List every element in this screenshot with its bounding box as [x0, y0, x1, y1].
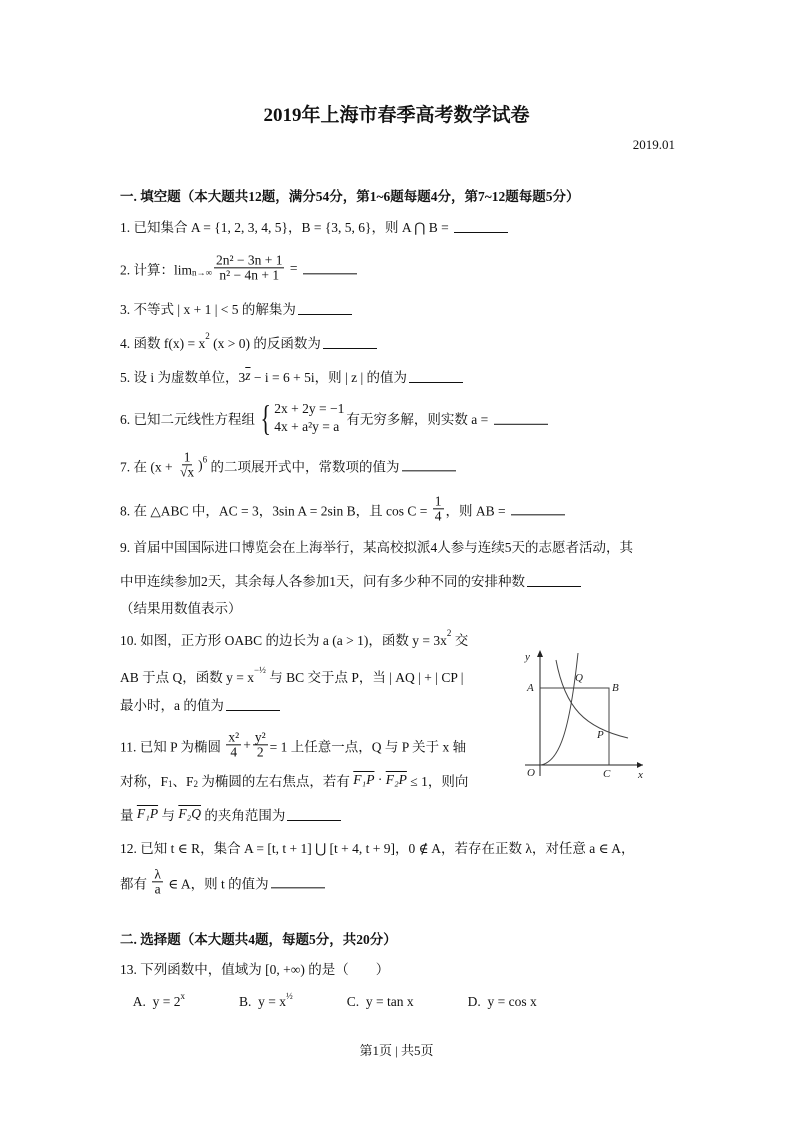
answer-blank[interactable]	[287, 808, 341, 821]
section-heading	[120, 185, 580, 205]
section-title: 一. 填空题（本大题共12题，满分54分，第1~6题每题4分，第7~12题每题5分）	[120, 189, 580, 204]
answer-blank[interactable]	[511, 503, 565, 516]
label-x: x	[638, 769, 643, 778]
problem-line	[120, 536, 633, 556]
text-segment: (x > 0) 的反函数为	[209, 336, 321, 351]
text-segment: （结果用数值表示）	[120, 601, 242, 616]
answer-blank[interactable]	[303, 262, 357, 275]
label-p: P	[597, 729, 604, 741]
denominator: a	[154, 881, 161, 897]
answer-blank[interactable]	[409, 370, 463, 383]
label-a: A	[527, 682, 534, 694]
text-segment: 7. 在 (x +	[120, 459, 176, 474]
square-function-figure	[515, 648, 650, 778]
subscript: 2	[193, 779, 199, 789]
text-segment: 的夹角范围为	[201, 808, 286, 823]
answer-blank[interactable]	[494, 412, 548, 425]
exam-date: 2019.01	[632, 137, 675, 152]
y-axis-arrow-icon	[537, 650, 543, 657]
text-segment: 为椭圆的左右焦点，若有	[198, 774, 354, 789]
supscript: 2	[205, 331, 210, 341]
vector-text: F₁P	[136, 806, 159, 821]
vector-text: $\overline{z}$	[245, 368, 251, 383]
answer-blank[interactable]	[527, 574, 581, 587]
text-segment: 12. 已知 t ∈ R，集合 A = [t, t + 1] ⋃ [t + 4, t + 9]，0 ∉ A，若存在正数 λ，对任意 a ∈ A，	[120, 841, 635, 856]
page-title: 2019年上海市春季高考数学试卷	[263, 105, 530, 126]
label-q: Q	[575, 672, 583, 684]
vector-text: F₂Q	[178, 806, 202, 821]
text-segment: 1. 已知集合 A = {1, 2, 3, 4, 5}，B = {3, 5, 6}，则 A ⋂ B =	[120, 220, 453, 235]
text-segment: 、F	[172, 774, 194, 789]
problem-line	[120, 991, 537, 1010]
section-title: 二. 选择题（本大题共4题，每题5分，共20分）	[120, 932, 397, 947]
text-segment: 都有	[120, 876, 151, 891]
vector-text: F₁P	[353, 772, 375, 787]
problem-line	[120, 570, 581, 590]
text-segment: 3. 不等式 | x + 1 | < 5 的解集为	[120, 302, 296, 317]
problem-line	[120, 958, 389, 978]
text-segment: 4. 函数 f(x) = x	[120, 336, 206, 351]
problem-line	[120, 770, 468, 790]
problem-line	[120, 366, 463, 386]
label-o: O	[527, 767, 535, 778]
label-y: y	[525, 651, 530, 663]
numerator: 1	[434, 493, 442, 509]
label-c: C	[603, 768, 611, 778]
problem-line	[120, 298, 352, 318]
equation-2: 4x + a²y = a	[274, 419, 340, 434]
numerator: x²	[228, 729, 240, 745]
text-segment: 8. 在 △ABC 中，AC = 3，3sin A = 2sin B，且 cos C =	[120, 503, 431, 518]
problem-line	[120, 804, 341, 824]
fraction	[253, 730, 268, 759]
text-segment: ·	[374, 772, 386, 787]
denominator: 4	[230, 744, 238, 760]
text-segment: C. y = tan x D. y = cos x	[292, 994, 537, 1009]
problem-line	[120, 666, 463, 686]
problem-line	[120, 216, 508, 236]
vector-text: F₂P	[385, 772, 407, 787]
denominator: 4	[434, 508, 442, 524]
answer-blank[interactable]	[226, 698, 280, 711]
text-segment: B. y = x	[185, 994, 286, 1009]
problem-line	[120, 400, 548, 436]
answer-blank[interactable]	[323, 336, 377, 349]
fraction	[152, 867, 163, 896]
problem-line	[120, 253, 357, 282]
answer-blank[interactable]	[298, 302, 352, 315]
problem-line	[120, 694, 280, 714]
problem-line	[120, 450, 456, 479]
text-segment: 5. 设 i 为虚数单位，3	[120, 370, 246, 385]
text-segment: 6. 已知二元线性方程组	[120, 412, 255, 427]
text-segment: =	[286, 260, 301, 275]
supscript: 6	[202, 454, 208, 464]
equation-system	[257, 400, 344, 436]
supscript: ½	[286, 991, 293, 1001]
problem-line	[120, 730, 466, 759]
text-segment: 与	[158, 808, 179, 823]
numerator: y²	[254, 729, 266, 745]
section-heading	[120, 928, 397, 948]
text-segment: A. y = 2	[120, 994, 181, 1009]
subscript: n→∞	[192, 267, 212, 277]
problem-line	[120, 867, 325, 896]
supscript: −½	[254, 665, 266, 675]
denominator: 2	[256, 744, 264, 760]
text-segment: − i = 6 + 5i，则 | z | 的值为	[250, 370, 408, 385]
numerator: 1	[183, 449, 191, 465]
answer-blank[interactable]	[402, 459, 456, 472]
left-brace-icon: {	[260, 398, 271, 438]
text-segment: 有无穷多解，则实数 a =	[346, 412, 492, 427]
text-segment: 交	[451, 633, 469, 648]
text-segment: +	[243, 737, 251, 752]
subscript: 1	[168, 779, 173, 789]
text-segment: 最小时，a 的值为	[120, 698, 224, 713]
fraction	[214, 253, 285, 282]
answer-blank[interactable]	[454, 220, 508, 233]
fraction	[433, 494, 444, 523]
text-segment: 11. 已知 P 为椭圆	[120, 739, 225, 754]
page-footer: 第1页 | 共5页	[359, 1043, 434, 1058]
text-segment: ∈ A，则 t 的值为	[164, 876, 269, 891]
text-segment: 10. 如图，正方形 OABC 的边长为 a (a > 1)，函数 y = 3x	[120, 633, 447, 648]
problem-line	[120, 332, 377, 352]
denominator: √x	[179, 464, 195, 480]
text-segment: ≤ 1，则向	[406, 774, 469, 789]
text-segment: 13. 下列函数中，值域为 [0, +∞) 的是（ ）	[120, 962, 390, 977]
numerator: λ	[154, 866, 161, 882]
text-segment: )	[198, 457, 203, 472]
text-segment: 量	[120, 808, 137, 823]
equation-1: 2x + 2y = −1	[274, 400, 345, 416]
supscript: 2	[446, 628, 452, 638]
square-oabc	[540, 688, 609, 765]
answer-blank[interactable]	[271, 876, 325, 889]
problem-line	[120, 629, 468, 649]
x-axis-arrow-icon	[637, 762, 643, 768]
fraction	[178, 450, 196, 479]
text-segment: AB 于点 Q，函数 y = x	[120, 670, 254, 685]
problem-line	[120, 494, 565, 523]
text-segment: ，则 AB =	[445, 503, 510, 518]
problem-line	[120, 837, 635, 857]
text-segment: 的二项展开式中，常数项的值为	[207, 459, 400, 474]
curve-y-3x2	[540, 653, 578, 765]
text-segment: = 1 上任意一点，Q 与 P 关于 x 轴	[269, 739, 467, 754]
fraction	[226, 730, 241, 759]
problem-line	[120, 597, 242, 617]
text-segment: 9. 首届中国国际进口博览会在上海举行，某高校拟派4人参与连续5天的志愿者活动，其	[120, 540, 633, 555]
denominator: n² − 4n + 1	[219, 267, 280, 283]
text-segment: 中甲连续参加2天，其余每人各参加1天，问有多少种不同的安排种数	[120, 574, 525, 589]
numerator: 2n² − 3n + 1	[215, 252, 283, 268]
text-segment: 2. 计算：lim	[120, 262, 193, 277]
label-b: B	[612, 682, 619, 694]
supscript: x	[180, 991, 185, 1001]
text-segment: 与 BC 交于点 P，当 | AQ | + | CP |	[265, 670, 464, 685]
text-segment: 对称，F	[120, 774, 169, 789]
